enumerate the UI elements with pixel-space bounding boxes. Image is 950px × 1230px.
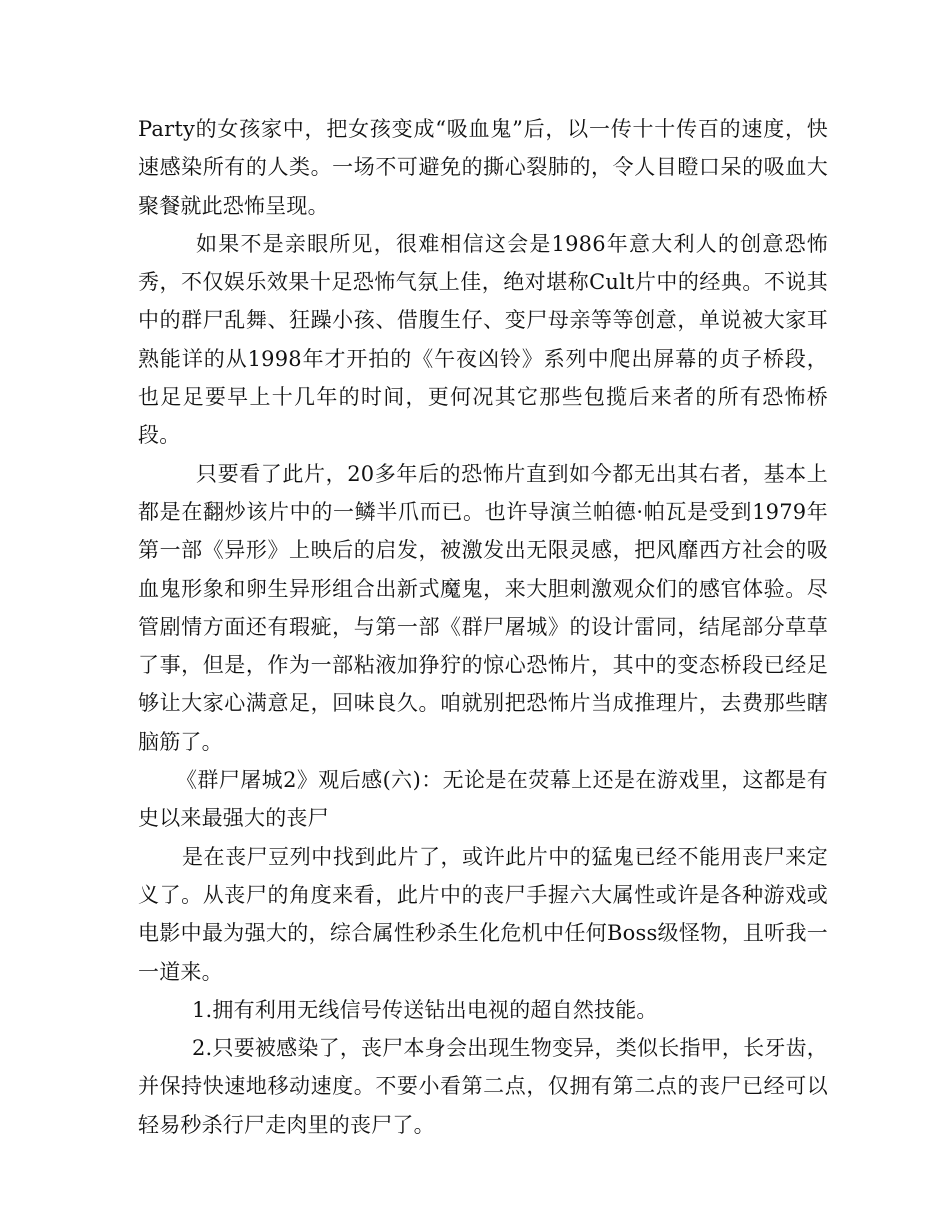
document-body	[138, 110, 828, 1144]
paragraph-1: Party的女孩家中，把女孩变成“吸血鬼”后，以一传十十传百的速度，快速感染所有的人类。一场不可避免的撕心裂肺的，令人目瞪口呆的吸血大聚餐就此恐怖呈现。	[138, 117, 828, 218]
paragraph-3: 只要看了此片，20多年后的恐怖片直到如今都无出其右者，基本上都是在翻炒该片中的一鳞半爪而已。也许导演兰帕德·帕瓦是受到1979年第一部《异形》上映后的启发，被激发出无限灵感，把风靡西方社会的吸血鬼形象和卵生异形组合出新式魔鬼，来大胆刺激观众们的感官体验。尽管剧情方面还有瑕疵，与第一部《群尸屠城》的设计雷同，结尾部分草草了事，但是，作为一部粘液加狰狞的惊心恐怖片，其中的变态桥段已经足够让大家心满意足，回味良久。咱就别把恐怖片当成推理片，去费那些瞎脑筋了。	[138, 461, 828, 754]
paragraph-4: 是在丧尸豆列中找到此片了，或许此片中的猛鬼已经不能用丧尸来定义了。从丧尸的角度来看，此片中的丧尸手握六大属性或许是各种游戏或电影中最为强大的，综合属性秒杀生化危机中任何Boss级怪物，且听我一一道来。	[138, 844, 828, 984]
section-heading: 《群尸屠城2》观后感(六)：无论是在荧幕上还是在游戏里，这都是有史以来最强大的丧尸	[138, 768, 828, 831]
list-item-2: 2.只要被感染了，丧尸本身会出现生物变异，类似长指甲，长牙齿，并保持快速地移动速度。不要小看第二点，仅拥有第二点的丧尸已经可以轻易秒杀行尸走肉里的丧尸了。	[138, 1036, 828, 1137]
list-item-1: 1.拥有利用无线信号传送钻出电视的超自然技能。	[192, 997, 658, 1022]
paragraph-2: 如果不是亲眼所见，很难相信这会是1986年意大利人的创意恐怖秀，不仅娱乐效果十足恐怖气氛上佳，绝对堪称Cult片中的经典。不说其中的群尸乱舞、狂躁小孩、借腹生仔、变尸母亲等等创意，单说被大家耳熟能详的从1998年才开拍的《午夜凶铃》系列中爬出屏幕的贞子桥段，也足足要早上十几年的时间，更何况其它那些包揽后来者的所有恐怖桥段。	[138, 231, 828, 448]
